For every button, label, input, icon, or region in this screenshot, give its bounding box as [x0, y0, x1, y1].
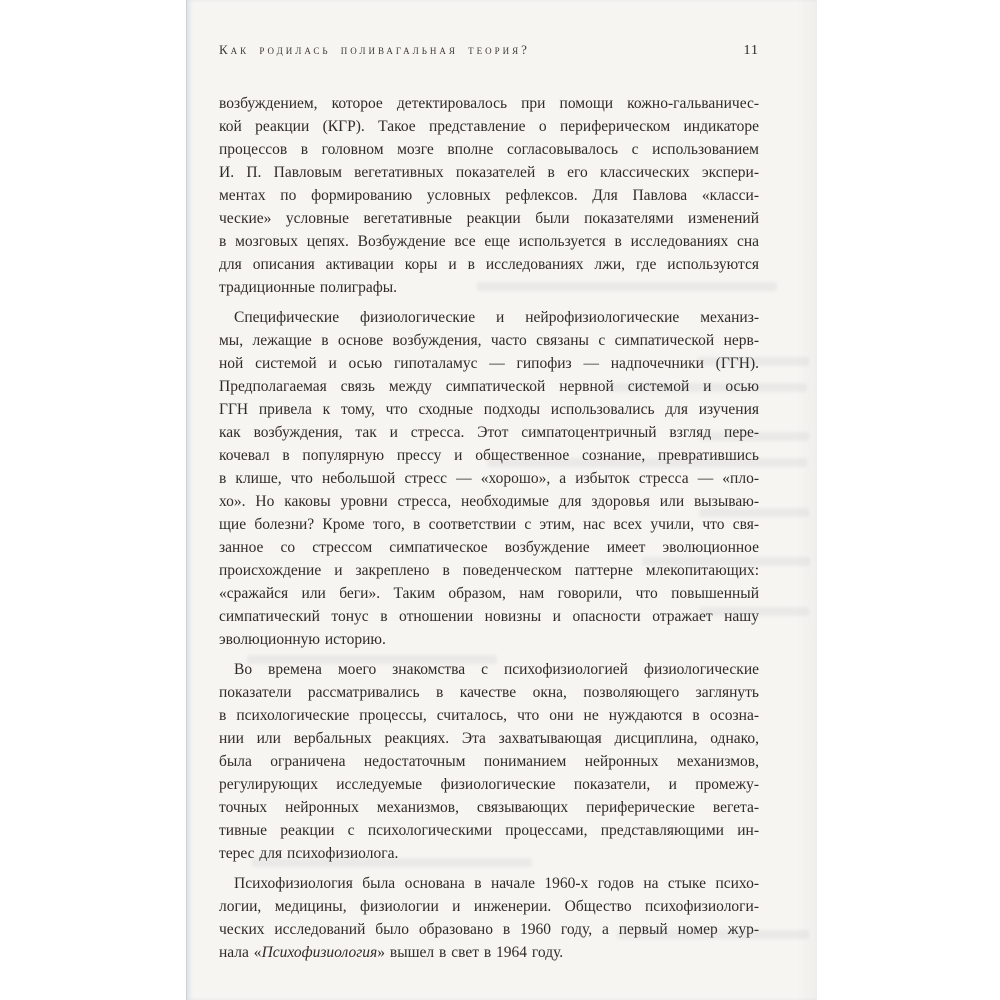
text-line: ГГН привела к тому, что сходные подходы использовались для изучения: [219, 401, 759, 418]
text-line: ментах по формированию условных рефлексов. Для Павлова «класси-: [219, 187, 759, 204]
text-line: ной системой и осью гипоталамус — гипофиз — надпочечники (ГГН).: [219, 355, 759, 372]
text-line: в психологические процессы, считалось, что они не нуждаются в осозна-: [219, 707, 759, 724]
running-header: [219, 42, 759, 59]
text-line: «сражайся или беги». Таким образом, нам говорили, что повышенный: [219, 585, 759, 602]
text-line: для описания активации коры и в исследованиях лжи, где используются: [219, 256, 759, 273]
text-line: хо». Но каковы уровни стресса, необходимые для здоровья или вызываю-: [219, 493, 759, 510]
text-line: Психофизиология была основана в начале 1960-х годов на стыке психо-: [234, 875, 759, 892]
text-line: щие болезни? Кроме того, в соответствии с этим, нас всех учили, что свя-: [219, 516, 759, 533]
paragraph: [219, 306, 759, 651]
text-line: симпатический тонус в отношении новизны и опасности отражает нашу: [219, 608, 759, 625]
paragraph: [219, 92, 759, 299]
text-line: показатели рассматривались в качестве окна, позволяющего заглянуть: [219, 684, 759, 701]
text-line: происхождение и закреплено в поведенческом паттерне млекопитающих:: [219, 562, 759, 579]
text-line: кой реакции (КГР). Такое представление о периферическом индикаторе: [219, 118, 759, 135]
text-line: в клише, что небольшой стресс — «хорошо», а избыток стресса — «пло-: [219, 470, 759, 487]
running-header-title: Как родилась поливагальная теория?: [219, 42, 530, 57]
text-line: И. П. Павловым вегетативных показателей в его классических экспери-: [219, 164, 759, 181]
paragraph: [219, 872, 759, 964]
text-line: логии, медицины, физиологии и инженерии. Общество психофизиологи-: [219, 898, 759, 915]
book-page: [186, 0, 817, 1000]
text-line: нии или вербальных реакциях. Эта захватывающая дисциплина, однако,: [219, 730, 759, 747]
text-line: тивные реакции с психологическими процессами, представляющими ин-: [219, 822, 759, 839]
page-number: 11: [743, 43, 759, 58]
text-line: точных нейронных механизмов, связывающих периферические вегета-: [219, 799, 759, 816]
text-line: Во времена моего знакомства с психофизиологией физиологические: [234, 661, 759, 678]
book-text: [219, 92, 759, 964]
text-line: терес для психофизиолога.: [219, 845, 399, 862]
text-line: Специфические физиологические и нейрофизиологические механиз-: [234, 309, 759, 326]
text-line: возбуждением, которое детектировалось при помощи кожно-гальваничес-: [219, 95, 759, 112]
text-line: ческие» условные вегетативные реакции были показателями изменений: [219, 210, 759, 227]
paragraph: [219, 658, 759, 865]
text-line: мы, лежащие в основе возбуждения, часто связаны с симпатической нерв-: [219, 332, 759, 349]
text-line: Предполагаемая связь между симпатической нервной системой и осью: [219, 378, 759, 395]
text-line: как возбуждения, так и стресса. Этот симпатоцентричный взгляд пере-: [219, 424, 759, 441]
text-line: эволюционную историю.: [219, 631, 386, 648]
text-line: кочевал в популярную прессу и общественное сознание, превратившись: [219, 447, 759, 464]
text-line: была ограничена недостаточным пониманием нейронных механизмов,: [219, 753, 759, 770]
text-line: нала «Психофизиология» вышел в свет в 1964 году.: [219, 944, 564, 961]
text-line: занное со стрессом симпатическое возбуждение имеет эволюционное: [219, 539, 759, 556]
text-line: ческих исследований было образовано в 1960 году, а первый номер жур-: [219, 921, 759, 938]
text-line: регулирующих исследуемые физиологические показатели, и промежу-: [219, 776, 759, 793]
text-line: в мозговых цепях. Возбуждение все еще используется в исследованиях сна: [219, 233, 759, 250]
text-line: процессов в головном мозге вполне согласовывалось с использованием: [219, 141, 759, 158]
text-line: традиционные полиграфы.: [219, 279, 398, 296]
